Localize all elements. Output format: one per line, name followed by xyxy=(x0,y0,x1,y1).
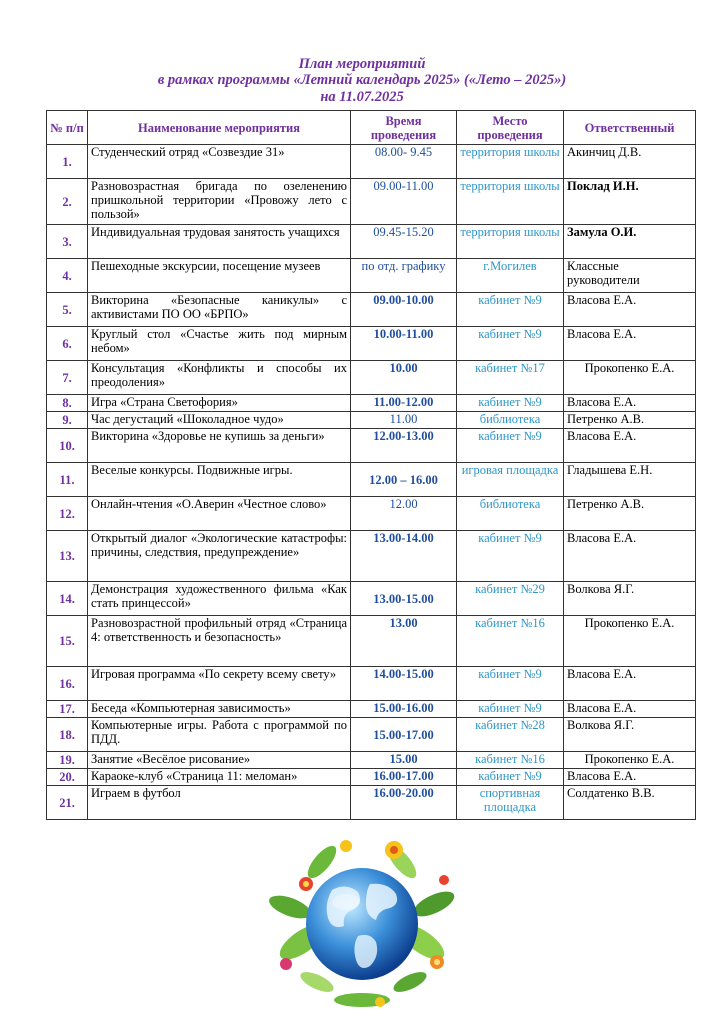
event-time: 08.00- 9.45 xyxy=(351,145,457,179)
globe-illustration xyxy=(262,832,462,1012)
event-name: Веселые конкурсы. Подвижные игры. xyxy=(88,463,351,497)
row-number: 1. xyxy=(47,145,88,179)
event-name: Онлайн-чтения «О.Аверин «Честное слово» xyxy=(88,497,351,531)
table-row xyxy=(47,786,696,820)
table-row xyxy=(47,752,696,769)
event-place: кабинет №9 xyxy=(457,769,564,786)
event-name: Разновозрастная бригада по озеленению пришкольной территории «Провожу лето с пользой» xyxy=(88,179,351,225)
event-time: 16.00-20.00 xyxy=(351,786,457,820)
header-number: № п/п xyxy=(47,111,88,145)
event-responsible: Власова Е.А. xyxy=(564,531,696,582)
header-event-name: Наименование мероприятия xyxy=(88,111,351,145)
event-place: территория школы xyxy=(457,225,564,259)
event-name: Пешеходные экскурсии, посещение музеев xyxy=(88,259,351,293)
event-time: 11.00-12.00 xyxy=(351,395,457,412)
event-responsible: Прокопенко Е.А. xyxy=(564,361,696,395)
event-place: кабинет №17 xyxy=(457,361,564,395)
event-responsible: Власова Е.А. xyxy=(564,667,696,701)
event-place: игровая площадка xyxy=(457,463,564,497)
row-number: 12. xyxy=(47,497,88,531)
event-name: Караоке-клуб «Страница 11: меломан» xyxy=(88,769,351,786)
event-name: Час дегустаций «Шоколадное чудо» xyxy=(88,412,351,429)
event-place: кабинет №28 xyxy=(457,718,564,752)
event-place: г.Могилев xyxy=(457,259,564,293)
event-name: Играем в футбол xyxy=(88,786,351,820)
row-number: 7. xyxy=(47,361,88,395)
event-responsible: Акинчиц Д.В. xyxy=(564,145,696,179)
row-number: 21. xyxy=(47,786,88,820)
event-place: кабинет №9 xyxy=(457,701,564,718)
event-name: Студенческий отряд «Созвездие 31» xyxy=(88,145,351,179)
table-row xyxy=(47,718,696,752)
event-place: кабинет №9 xyxy=(457,667,564,701)
table-row xyxy=(47,395,696,412)
table-row xyxy=(47,361,696,395)
event-responsible: Прокопенко Е.А. xyxy=(564,616,696,667)
row-number: 2. xyxy=(47,179,88,225)
event-responsible: Власова Е.А. xyxy=(564,395,696,412)
row-number: 3. xyxy=(47,225,88,259)
event-time: 13.00-15.00 xyxy=(351,582,457,616)
row-number: 9. xyxy=(47,412,88,429)
row-number: 6. xyxy=(47,327,88,361)
row-number: 20. xyxy=(47,769,88,786)
event-time: 13.00 xyxy=(351,616,457,667)
event-name: Демонстрация художественного фильма «Как стать принцессой» xyxy=(88,582,351,616)
event-place: кабинет №16 xyxy=(457,616,564,667)
event-responsible: Петренко А.В. xyxy=(564,412,696,429)
table-body xyxy=(47,145,696,820)
event-time: 12.00 xyxy=(351,497,457,531)
event-time: 14.00-15.00 xyxy=(351,667,457,701)
event-responsible: Солдатенко В.В. xyxy=(564,786,696,820)
row-number: 18. xyxy=(47,718,88,752)
table-row xyxy=(47,667,696,701)
event-time: 13.00-14.00 xyxy=(351,531,457,582)
event-responsible: Волкова Я.Г. xyxy=(564,582,696,616)
row-number: 11. xyxy=(47,463,88,497)
event-time: по отд. графику xyxy=(351,259,457,293)
table-row xyxy=(47,259,696,293)
event-time: 15.00-17.00 xyxy=(351,718,457,752)
event-place: кабинет №9 xyxy=(457,531,564,582)
row-number: 14. xyxy=(47,582,88,616)
row-number: 19. xyxy=(47,752,88,769)
event-name: Игровая программа «По секрету всему свету» xyxy=(88,667,351,701)
event-responsible: Гладышева Е.Н. xyxy=(564,463,696,497)
event-time: 11.00 xyxy=(351,412,457,429)
table-row xyxy=(47,179,696,225)
row-number: 16. xyxy=(47,667,88,701)
row-number: 10. xyxy=(47,429,88,463)
header-responsible: Ответственный xyxy=(564,111,696,145)
event-place: кабинет №9 xyxy=(457,395,564,412)
table-row xyxy=(47,327,696,361)
row-number: 17. xyxy=(47,701,88,718)
event-responsible: Власова Е.А. xyxy=(564,293,696,327)
table-header-row xyxy=(47,111,696,145)
event-place: спортивная площадка xyxy=(457,786,564,820)
event-place: библиотека xyxy=(457,412,564,429)
event-responsible: Прокопенко Е.А. xyxy=(564,752,696,769)
table-row xyxy=(47,497,696,531)
header-time: Время проведения xyxy=(351,111,457,145)
event-time: 10.00-11.00 xyxy=(351,327,457,361)
event-name: Занятие «Весёлое рисование» xyxy=(88,752,351,769)
table-row xyxy=(47,225,696,259)
event-responsible: Власова Е.А. xyxy=(564,701,696,718)
event-place: территория школы xyxy=(457,145,564,179)
event-time: 15.00-16.00 xyxy=(351,701,457,718)
event-name: Викторина «Здоровье не купишь за деньги» xyxy=(88,429,351,463)
event-place: библиотека xyxy=(457,497,564,531)
row-number: 15. xyxy=(47,616,88,667)
event-place: территория школы xyxy=(457,179,564,225)
table-row xyxy=(47,616,696,667)
table-row xyxy=(47,412,696,429)
event-time: 09.45-15.20 xyxy=(351,225,457,259)
event-responsible: Власова Е.А. xyxy=(564,769,696,786)
header-place: Место проведения xyxy=(457,111,564,145)
plan-date: на 11.07.2025 xyxy=(320,89,404,105)
event-name: Открытый диалог «Экологические катастрофы: причины, следствия, предупреждение» xyxy=(88,531,351,582)
event-name: Беседа «Компьютерная зависимость» xyxy=(88,701,351,718)
event-responsible: Замула О.И. xyxy=(564,225,696,259)
table-row xyxy=(47,531,696,582)
event-time: 09.00-11.00 xyxy=(351,179,457,225)
event-responsible: Классные руководители xyxy=(564,259,696,293)
row-number: 4. xyxy=(47,259,88,293)
table-row xyxy=(47,463,696,497)
plan-title: План мероприятий xyxy=(298,56,426,72)
event-place: кабинет №9 xyxy=(457,293,564,327)
table-row xyxy=(47,769,696,786)
table-row xyxy=(47,701,696,718)
event-responsible: Волкова Я.Г. xyxy=(564,718,696,752)
event-name: Викторина «Безопасные каникулы» с активистами ПО ОО «БРПО» xyxy=(88,293,351,327)
event-time: 10.00 xyxy=(351,361,457,395)
event-place: кабинет №9 xyxy=(457,327,564,361)
event-time: 16.00-17.00 xyxy=(351,769,457,786)
event-name: Компьютерные игры. Работа с программой по ПДД. xyxy=(88,718,351,752)
event-time: 12.00-13.00 xyxy=(351,429,457,463)
event-responsible: Власова Е.А. xyxy=(564,327,696,361)
event-name: Индивидуальная трудовая занятость учащихся xyxy=(88,225,351,259)
event-time: 09.00-10.00 xyxy=(351,293,457,327)
event-responsible: Петренко А.В. xyxy=(564,497,696,531)
table-row xyxy=(47,145,696,179)
event-responsible: Поклад И.Н. xyxy=(564,179,696,225)
row-number: 8. xyxy=(47,395,88,412)
event-name: Круглый стол «Счастье жить под мирным небом» xyxy=(88,327,351,361)
globe-icon xyxy=(306,868,418,980)
events-table xyxy=(46,110,696,820)
event-responsible: Власова Е.А. xyxy=(564,429,696,463)
event-name: Игра «Страна Светофория» xyxy=(88,395,351,412)
table-row xyxy=(47,582,696,616)
event-time: 12.00 – 16.00 xyxy=(351,463,457,497)
event-place: кабинет №29 xyxy=(457,582,564,616)
plan-subtitle: в рамках программы «Летний календарь 2025» («Лето – 2025») xyxy=(157,72,567,88)
event-name: Консультация «Конфликты и способы их преодоления» xyxy=(88,361,351,395)
event-time: 15.00 xyxy=(351,752,457,769)
table-row xyxy=(47,293,696,327)
row-number: 5. xyxy=(47,293,88,327)
event-place: кабинет №9 xyxy=(457,429,564,463)
event-name: Разновозрастной профильный отряд «Страница 4: ответственность и безопасность» xyxy=(88,616,351,667)
event-place: кабинет №16 xyxy=(457,752,564,769)
table-row xyxy=(47,429,696,463)
row-number: 13. xyxy=(47,531,88,582)
